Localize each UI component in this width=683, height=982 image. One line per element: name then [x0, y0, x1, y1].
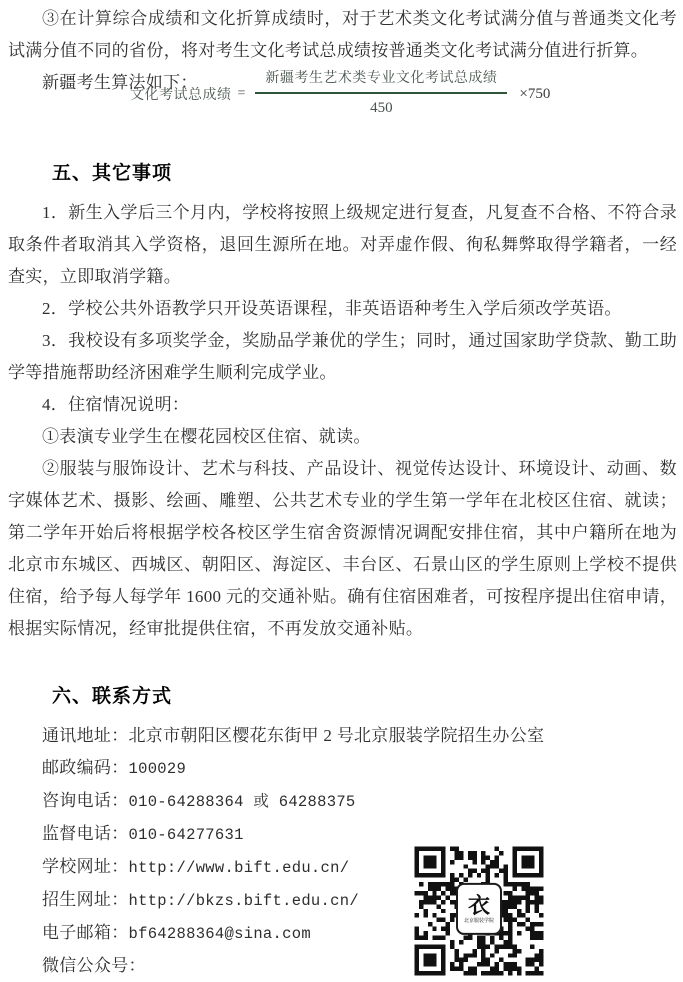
paragraph-accommodation-title: 4．住宿情况说明：: [42, 395, 190, 414]
paragraph-accommodation-detail: ②服装与服饰设计、艺术与科技、产品设计、视觉传达设计、环境设计、动画、数字媒体艺术、摄影、绘画、雕塑、公共艺术专业的学生第一学年在北校区住宿、就读；第二学年开始后将根据学校各校区学生宿舍资源情况调配安排住宿，其中户籍所在地为北京市东城区、西城区、朝阳区、海淀区、丰台区、石景山区的学生原则上学校不提供住宿，给予每人每学年 1600 元的交通补贴。确有住宿困难者，可按程序提出住宿申请，根据实际情况，经审批提供住宿，不再发放交通补贴。: [8, 459, 677, 638]
contact-row-admissions-website: [42, 884, 677, 917]
contact-label: 咨询电话：: [42, 791, 129, 810]
contact-list: [42, 720, 677, 982]
contact-value: 010-64277631: [128, 826, 244, 844]
contact-value: 100029: [128, 760, 187, 778]
qr-logo-caption: 北京服装学院: [463, 918, 494, 924]
contact-label: 监督电话：: [42, 824, 129, 843]
formula-fraction: [255, 69, 507, 119]
contact-value: 北京市朝阳区樱花东街甲 2 号北京服装学院招生办公室: [128, 726, 545, 745]
formula-equals-sign: =: [237, 86, 246, 101]
formula-lhs: 文化考试总成绩: [130, 88, 232, 103]
contact-value-school-url: http://www.bift.edu.cn/: [128, 859, 350, 877]
paragraph-english-course: 2．学校公共外语教学只开设英语课程，非英语语种考生入学后须改学英语。: [42, 299, 622, 318]
contact-row-email: [42, 917, 677, 950]
xinjiang-label: 新疆考生算法如下：: [42, 73, 198, 92]
paragraph-reexamination: 1．新生入学后三个月内，学校将按照上级规定进行复查，凡复查不合格、不符合录取条件者取消其入学资格，退回生源所在地。对弄虚作假、徇私舞弊取得学籍者，一经查实，立即取消学籍。: [8, 203, 677, 286]
contact-label: 招生网址：: [42, 890, 129, 909]
score-conversion-note: ③在计算综合成绩和文化折算成绩时，对于艺术类文化考试满分值与普通类文化考试满分值不同的省份，将对考生文化考试总成绩按普通类文化考试满分值进行折算。: [8, 9, 677, 60]
paragraph-scholarship: 3．我校设有多项奖学金，奖励品学兼优的学生；同时，通过国家助学贷款、勤工助学等措施帮助经济困难学生顺利完成学业。: [8, 331, 677, 382]
qr-logo-glyph: 衣: [467, 892, 490, 918]
fraction-denominator: 450: [370, 100, 393, 116]
contact-value-email: bf64288364@sina.com: [128, 925, 311, 943]
contact-label: 学校网址：: [42, 857, 129, 876]
contact-row-wechat: [42, 950, 677, 982]
paragraph-accommodation-performance: ①表演专业学生在樱花园校区住宿、就读。: [42, 427, 371, 446]
formula-multiplier: ×750: [519, 85, 551, 102]
contact-value-admissions-url: http://bkzs.bift.edu.cn/: [128, 892, 359, 910]
contact-row-postcode: [42, 752, 677, 785]
contact-value: 010-64288364 或 64288375: [128, 793, 356, 811]
contact-label: 邮政编码：: [42, 758, 129, 777]
xinjiang-formula-block: [8, 67, 677, 127]
contact-row-address: [42, 720, 677, 752]
contact-label: 通讯地址：: [42, 726, 129, 745]
section-heading-other-matters: 五、其它事项: [52, 163, 173, 184]
score-formula: [130, 69, 550, 119]
qr-center-logo: [456, 883, 502, 935]
contact-label: 微信公众号：: [42, 956, 146, 975]
wechat-qr-code: [410, 842, 548, 980]
fraction-numerator: 新疆考生艺术类专业文化考试总成绩: [265, 71, 498, 86]
contact-row-school-website: [42, 851, 677, 884]
contact-row-inquiry-phone: [42, 785, 677, 818]
contact-row-supervision-phone: [42, 818, 677, 851]
contact-label: 电子邮箱：: [42, 923, 129, 942]
section-heading-contact: 六、联系方式: [52, 686, 173, 707]
